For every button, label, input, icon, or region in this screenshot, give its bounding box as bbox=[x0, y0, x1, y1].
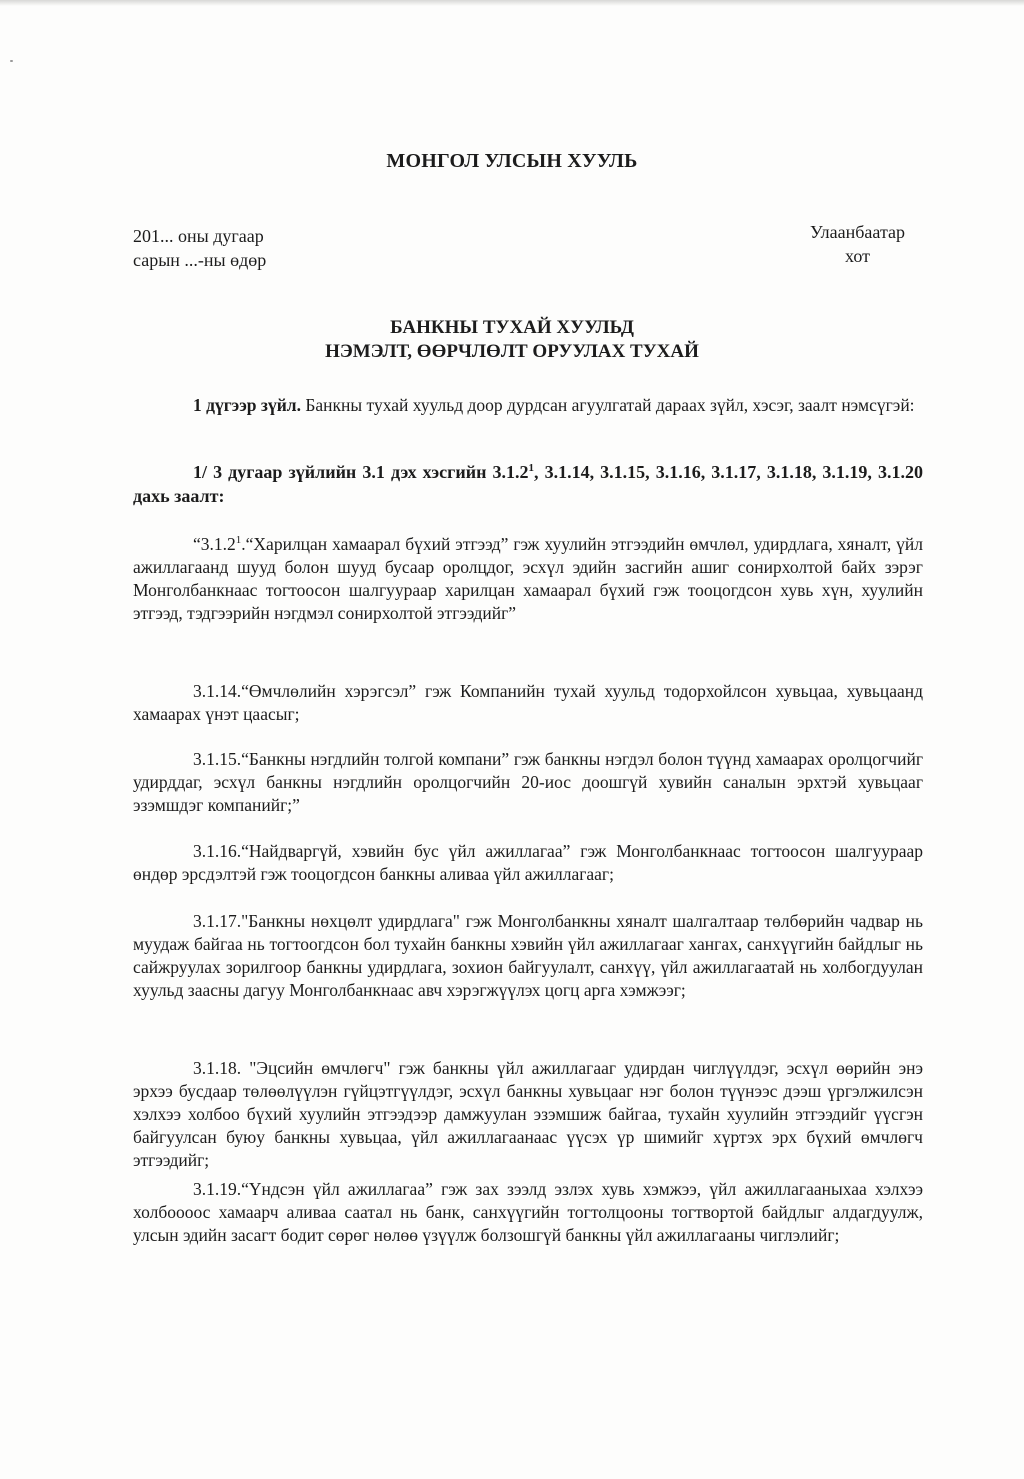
place-line-1: Улаанбаатар bbox=[809, 222, 906, 242]
sub-heading-part-2: , 3.1.14, 3.1.15, 3.1.16, 3.1.17, 3.1.18, 3.1.19, 3.1.20 дахь заалт: bbox=[133, 462, 924, 506]
clause-3-1-14: 3.1.14.“Өмчлөлийн хэрэгсэл” гэж Компанийн тухай хуульд тодорхойлсон хувьцаа, хувьцаанд хамаарах үнэт цаасыг; bbox=[133, 681, 923, 724]
scan-edge bbox=[0, 0, 1024, 6]
place-line-2: хот bbox=[845, 246, 870, 266]
place-block bbox=[790, 220, 925, 268]
sub-heading-superscript: 1 bbox=[528, 462, 535, 474]
document-title bbox=[0, 316, 1024, 364]
article-1-paragraph bbox=[133, 394, 923, 417]
clause-3-1-19: 3.1.19.“Үндсэн үйл ажиллагаа” гэж зах зээлд эзлэх хувь хэмжээ, үйл ажиллагааныхаа хэлхээ холбоооос хамаарч аливаа саатал нь банк, санхүүгийн тогтолцооны тогтвортой байдлыг алдагдуулж, улсын эдийн засагт бодит сөрөг нөлөө үзүүлж болзошгүй банкны үйл ажиллагааны чиглэлийг; bbox=[133, 1179, 923, 1245]
clause-3-1-18: 3.1.18. "Эцсийн өмчлөгч" гэж банкны үйл ажиллагааг удирдан чиглүүлдэг, эсхүл өөрийн энэ эрхээ бусдаар төлөөлүүлэн гүйцэтгүүлдэг, эсхүл банкны хувьцааг нэг болон түүнээс дээш үргэлжилсэн хэлхээ холбоо бүхий хуулийн этгээдээр дамжуулан эзэмшиж байгаа, тухайн хуулийн этгээдийг үүсгэн байгуулсан буюу банкны хувьцаа, үйл ажиллагаанаас үүсэх үр шимийг хүртэх эрх бүхий өмчлөгч этгээдийг; bbox=[133, 1058, 923, 1170]
clause-3-1-2-text: .“Харилцан хамаарал бүхий этгээд” гэж хуулийн этгээдийн өмчлөл, удирдлага, хяналт, үйл ажиллагаанд шууд болон шууд бусаар оролцдог, эсхүл эдийн засгийн ашиг сонирхолтой байх зэрэг Монголбанкнаас тогтоосон шалгуураар харилцан хамаарал бүхий гэж тооцогдсон хувь хүн, хуулийн этгээд, тэдгээрийн нэгдмэл сонирхолтой этгээдийг” bbox=[133, 534, 923, 623]
clause-3-1-17: 3.1.17."Банкны нөхцөлт удирдлага" гэж Монголбанкны хяналт шалгалтаар төлбөрийн чадвар нь муудаж байгаа нь тогтоогдсон бол тухайн банкны хэвийн үйл ажиллагааг хангах, санхүүгийн байдлыг нь сайжруулах зорилгоор банкны удирдлага, зохион байгуулалт, санхүү, үйл ажиллагаатай нь холбогдуулан хуульд заасны дагуу Монголбанкнаас авч хэрэгжүүлэх цогц арга хэмжээг; bbox=[133, 911, 923, 1000]
document-title-line-2: НЭМЭЛТ, ӨӨРЧЛӨЛТ ОРУУЛАХ ТУХАЙ bbox=[325, 341, 699, 362]
clause-3-1-15: 3.1.15.“Банкны нэгдлийн толгой компани” гэж банкны нэгдэл болон түүнд хамаарах оролцогчийг удирддаг, эсхүл банкны нэгдлийн оролцогчийн 20-иос доошгүй хувийн саналын эрхтэй хувьцааг эзэмшдэг компанийг;” bbox=[133, 749, 923, 815]
date-block bbox=[133, 224, 266, 272]
clause-3-1-2 bbox=[133, 533, 923, 625]
article-1-label: 1 дүгээр зүйл. bbox=[193, 395, 301, 415]
date-line-1: 201... оны дугаар bbox=[133, 226, 264, 246]
clause-3-1-2-superscript: 1 bbox=[235, 534, 242, 547]
date-line-2: сарын ...-ны өдөр bbox=[133, 250, 267, 270]
law-title: МОНГОЛ УЛСЫН ХУУЛЬ bbox=[386, 150, 638, 172]
document-title-line-1: БАНКНЫ ТУХАЙ ХУУЛЬД bbox=[390, 317, 634, 338]
clause-3-1-16: 3.1.16.“Найдваргүй, хэвийн бус үйл ажиллагаа” гэж Монголбанкнаас тогтоосон шалгуураар өндөр эрсдэлтэй гэж тооцогдсон банкны аливаа үйл ажиллагааг; bbox=[133, 841, 923, 884]
article-1-text: Банкны тухай хуульд доор дурдсан агуулгатай дараах зүйл, хэсэг, заалт нэмсүгэй: bbox=[300, 395, 915, 415]
sub-heading bbox=[133, 460, 923, 508]
clause-3-1-2-prefix: “3.1.2 bbox=[193, 534, 236, 554]
scan-speck bbox=[10, 60, 13, 62]
sub-heading-part-1: 1/ 3 дугаар зүйлийн 3.1 дэх хэсгийн 3.1.2 bbox=[193, 462, 529, 482]
